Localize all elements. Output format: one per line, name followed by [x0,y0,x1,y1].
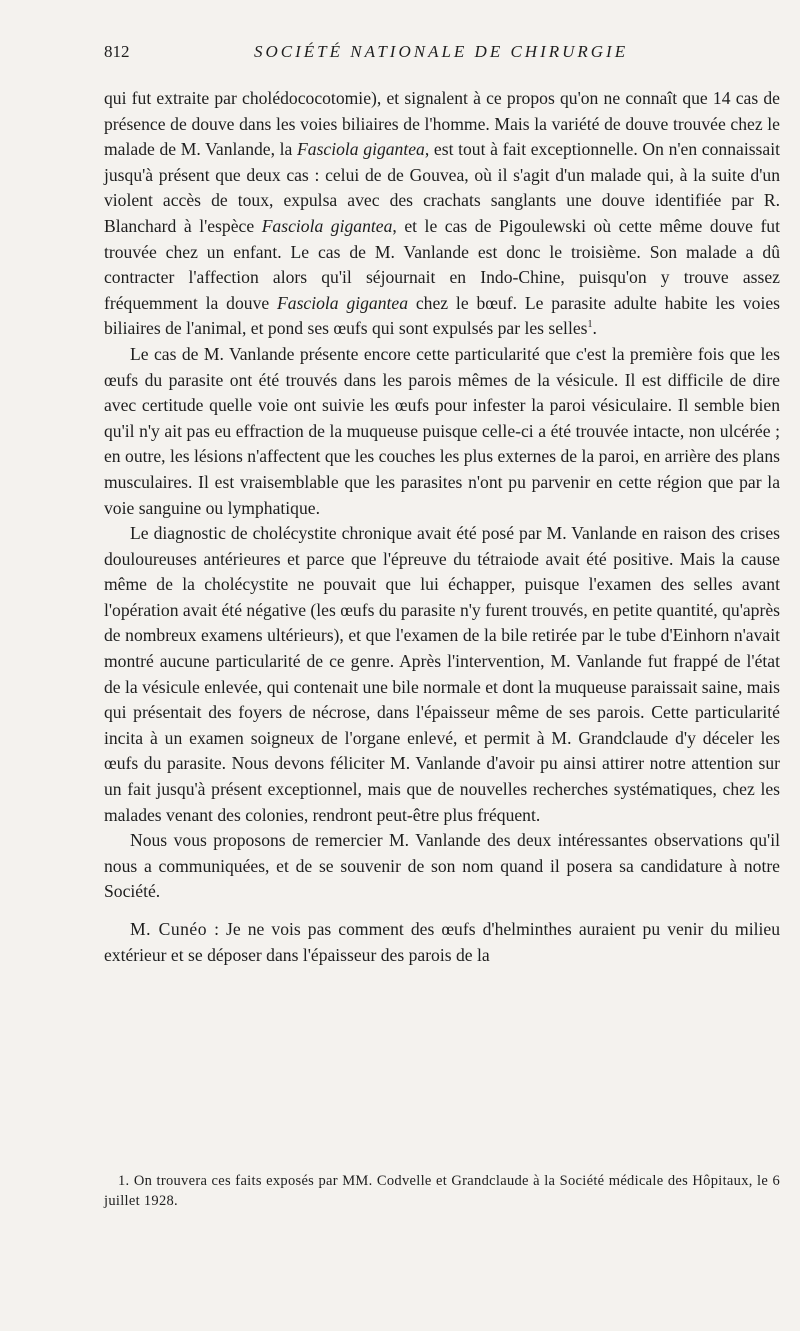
paragraph-1-text-g: chez le bœuf. Le parasite adulte habite les voies biliaires de l'animal, et pond ses œufs qui sont expulsés par les selles [104,292,781,339]
footnote [104,1171,780,1211]
body-text [104,86,780,968]
footnote-marker: 1 [587,319,593,331]
species-name: Fasciola gigantea [297,139,425,160]
paragraph-1 [104,86,780,342]
paragraph-2: Le cas de M. Vanlande présente encore cette particularité que c'est la première fois que les œufs du parasite ont été trouvés dans les parois mêmes de la vésicule. Il est difficile de dire avec certitude quelle voie ont suivie les œufs pour infester la paroi vésiculaire. Il semble bien qu'il n'y ait pas eu effraction de la muqueuse puisque celle-ci a été trouvée intacte, non ulcérée ; en outre, les lésions n'affectent que les couches les plus externes de la paroi, en arrière des plans musculaires. Il est vraisemblable que les parasites n'ont pu parvenir en cette région que par la voie sanguine ou lymphatique. [104,343,780,518]
paragraph-5 [104,917,780,968]
paragraph-1-text-a: qui fut extraite par cholédococotomie), et signalent à ce propos qu'on ne connaît que 14 cas de présence de douve dans les voies biliaires de l'homme. Mais la variété de douve trouvée chez le malade de M. Vanlande, la [104,88,780,160]
paragraph-4: Nous vous proposons de remercier M. Vanlande des deux intéressantes observations qu'il nous a communiquées, et de se souvenir de son nom quand il posera sa candidature à notre Société. [104,830,780,902]
paragraph-1-text-c: , est tout à fait exceptionnelle. On n'en connaissait jusqu'à présent que deux cas : celui de de Gouvea, où il s'agit d'un malade qui, à la suite d'un violent accès de toux, expulsa avec des crachats sanglants une douve identifiée par R. Blanchard à l'espèce [104,139,780,236]
footnote-text: 1. On trouvera ces faits exposés par MM. Codvelle et Grandclaude à la Société médicale des Hôpitaux, le 6 juillet 1928. [104,1173,780,1209]
running-title: SOCIÉTÉ NATIONALE DE CHIRURGIE [254,42,629,61]
speaker-name: M. Cunéo [130,919,208,939]
paragraph-5-text: : Je ne vois pas comment des œufs d'helminthes auraient pu venir du milieu extérieur et se déposer dans l'épaisseur des parois de la [104,919,781,965]
paragraph-1-text-e: , et le cas de Pigoulewski où cette même douve fut trouvée chez un enfant. Le cas de M. Vanlande est donc le troisième. Son malade a dû contracter l'affection alors qu'il séjournait en Indo-Chine, puisqu'on y trouve assez fréquemment la douve [104,215,780,313]
species-name: Fasciola gigantea [261,215,393,236]
page-number: 812 [104,42,130,61]
species-name: Fasciola gigantea [277,292,409,313]
page-header [104,42,780,68]
paragraph-3: Le diagnostic de cholécystite chronique avait été posé par M. Vanlande en raison des crises douloureuses antérieures et parce que l'épreuve du tétraiode avait été positive. Mais la cause même de la cholécystite ne pouvait que lui échapper, puisque l'examen des selles avant l'opération avait été négative (les œufs du parasite n'y furent trouvés, en petite quantité, qu'après de nombreux examens ultérieurs), et que l'examen de la bile retirée par le tube d'Einhorn n'avait montré aucune particularité de ce genre. Après l'intervention, M. Vanlande fut frappé de l'état de la vésicule enlevée, qui contenait une bile normale et dont la muqueuse paraissait saine, mais qui présentait des foyers de nécrose, dans l'épaisseur même de ses parois. Cette particularité incita à un examen soigneux de l'organe enlevé, et permit à M. Grandclaude d'y déceler les œufs du parasite. Nous devons féliciter M. Vanlande d'avoir pu ainsi attirer notre attention sur un fait jusqu'à présent exceptionnel, mais que de nouvelles recherches systématiques, chez les malades venant des colonies, rendront peut-être plus fréquent. [104,523,780,825]
paragraph-1-text-h: . [592,318,597,339]
